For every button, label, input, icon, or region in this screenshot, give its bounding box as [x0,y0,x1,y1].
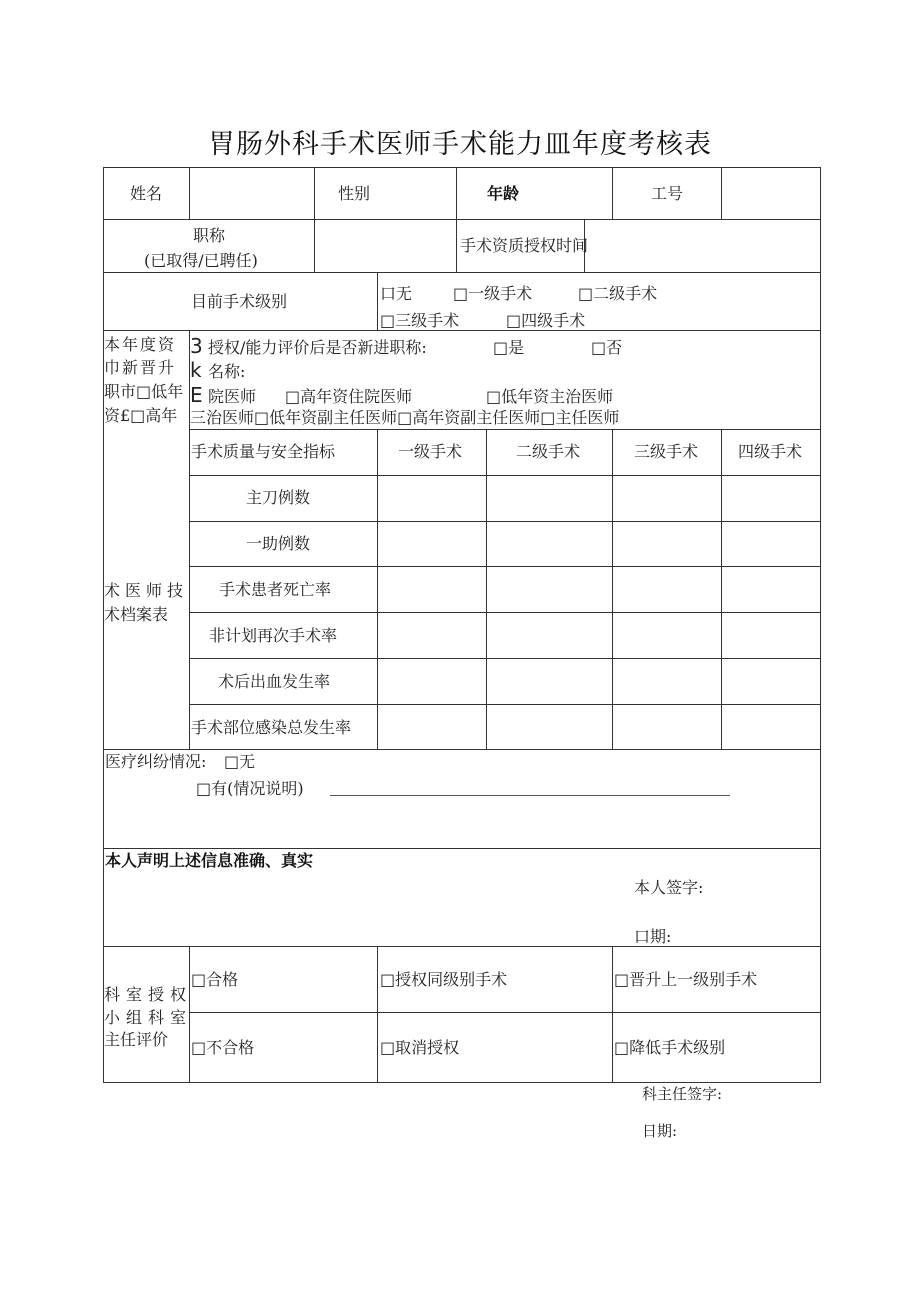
glyph-artifact: k [190,358,202,382]
age-label: 年龄 [487,184,520,203]
table-row-label: 术后出血发生率 [218,672,331,691]
table-header-level2: 二级手术 [516,442,581,461]
promotion-left-line4: 资£□高年 [104,406,178,425]
fail-checkbox[interactable]: □不合格 [191,1038,255,1057]
senior-resident-checkbox[interactable]: □高年资住院医师 [285,387,413,406]
col-divider [612,429,613,749]
row-divider [189,521,821,522]
no-checkbox[interactable]: □否 [591,338,623,357]
col-divider [377,946,378,1082]
same-level-checkbox[interactable]: □授权同级别手术 [380,970,508,989]
title-label: 职称 [193,226,226,245]
col-divider [314,167,315,219]
col-divider [486,429,487,749]
promotion-left-line1: 本年度资 [104,335,177,354]
table-row-label: 主刀例数 [246,488,311,507]
table-header-level1: 一级手术 [398,442,463,461]
director-date-label: 日期: [642,1122,678,1140]
archive-left-line1: 术医师技 [104,581,189,600]
table-row-label: 手术患者死亡率 [219,580,332,599]
col-divider [612,167,613,219]
yes-checkbox[interactable]: □是 [493,338,525,357]
row-divider [189,658,821,659]
title-options-line[interactable]: 三治医师□低年资副主任医师□高年资副主任医师□主任医师 [190,408,620,427]
promotion-left-line2: 巾新晋升 [104,358,177,377]
auth-time-label: 手术资质授权时间 [460,236,589,255]
declaration-text: 本人声明上述信息准确、真实 [105,851,314,870]
promote-level-checkbox[interactable]: □晋升上一级别手术 [614,970,758,989]
row-divider [189,704,821,705]
dispute-has-checkbox[interactable]: □有(情况说明) [196,779,304,798]
promotion-left-line3: 职市□低年 [104,382,184,401]
level-none-checkbox[interactable]: 口无 [380,284,413,303]
col-divider [456,167,457,219]
row-divider [103,749,821,750]
self-signature-label: 本人签字: [634,878,704,897]
glyph-artifact: E [190,383,203,407]
row-divider [189,475,821,476]
eval-left-line2: 小组科室 [104,1008,193,1027]
revoke-auth-checkbox[interactable]: □取消授权 [380,1038,460,1057]
name-label: 姓名 [130,184,163,203]
table-header-level4: 四级手术 [738,442,803,461]
col-divider [377,429,378,749]
dispute-explanation-blank[interactable] [330,795,730,796]
col-divider [721,167,722,219]
new-title-question: 授权/能力评价后是否新进职称: [208,338,427,357]
level-1-checkbox[interactable]: □一级手术 [453,284,533,303]
title-name-label: 名称: [208,362,246,381]
title-sublabel: (已取得/已聘任) [144,251,258,270]
page-title: 胃肠外科手术医师手术能力皿年度考核表 [208,129,712,160]
archive-left-line2: 术档案表 [104,605,169,624]
current-level-label: 目前手术级别 [191,292,288,311]
row-divider [189,1012,821,1013]
level-2-checkbox[interactable]: □二级手术 [578,284,658,303]
gender-label: 性别 [338,184,371,203]
col-divider [314,219,315,272]
staff-id-label: 工号 [651,184,684,203]
resident-option[interactable]: 院医师 [208,387,257,406]
table-border-top [103,167,821,168]
row-divider [103,848,821,849]
row-divider [103,946,821,947]
junior-attending-checkbox[interactable]: □低年资主治医师 [486,387,614,406]
row-divider [189,612,821,613]
col-divider [612,946,613,1082]
table-header-level3: 三级手术 [634,442,699,461]
table-row-label: 一助例数 [246,534,311,553]
table-border-right [820,167,821,1083]
col-divider [456,219,457,272]
level-3-checkbox[interactable]: □三级手术 [380,311,460,330]
table-row-label: 非计划再次手术率 [209,626,338,645]
row-divider [189,566,821,567]
eval-left-line3: 主任评价 [104,1030,169,1049]
lower-level-checkbox[interactable]: □降低手术级别 [614,1038,726,1057]
row-divider [189,429,821,430]
row-divider [103,330,821,331]
table-header-indicator: 手术质量与安全指标 [191,442,336,461]
director-signature-label: 科主任签字: [642,1085,723,1103]
dispute-label: 医疗纠纷情况: [105,752,207,771]
eval-left-line1: 科室授权 [104,985,193,1004]
col-divider [377,272,378,330]
level-4-checkbox[interactable]: □四级手术 [506,311,586,330]
pass-checkbox[interactable]: □合格 [191,970,239,989]
dispute-none-checkbox[interactable]: □无 [224,752,256,771]
self-date-label: 口期: [634,927,672,946]
col-divider [189,167,190,219]
col-divider [721,429,722,749]
row-divider [103,219,821,220]
row-divider [103,272,821,273]
glyph-artifact: 3 [190,334,203,358]
table-row-label: 手术部位感染总发生率 [191,718,352,737]
table-border-bottom [103,1082,821,1083]
